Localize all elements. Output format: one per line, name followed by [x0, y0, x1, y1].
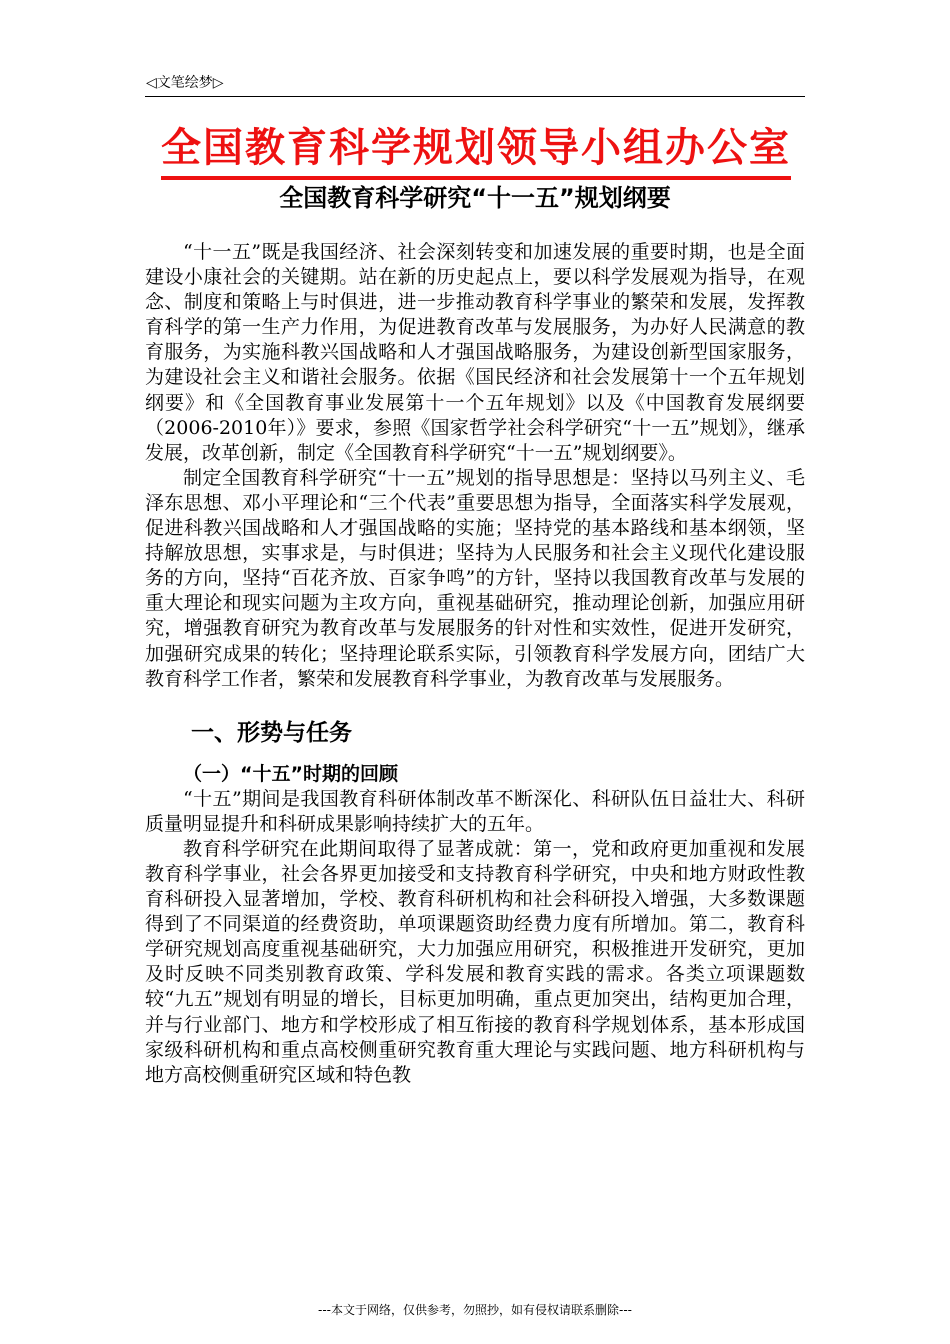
body-paragraph: “十五”期间是我国教育科研体制改革不断深化、科研队伍日益壮大、科研质量明显提升和科研成果影响持续扩大的五年。: [145, 787, 805, 835]
body-paragraph: 制定全国教育科学研究“十一五”规划的指导思想是：坚持以马列主义、毛泽东思想、邓小平理论和“三个代表”重要思想为指导，全面落实科学发展观，促进科教兴国战略和人才强国战略的实施；坚持党的基本路线和基本纲领，坚持解放思想，实事求是，与时俱进；坚持为人民服务和社会主义现代化建设服务的方向，坚持“百花齐放、百家争鸣”的方针，坚持以我国教育改革与发展的重大理论和现实问题为主攻方向，重视基础研究，推动理论创新，加强应用研究，增强教育研究为教育改革与发展服务的针对性和实效性，促进开发研究，加强研究成果的转化；坚持理论联系实际，引领教育科学发展方向，团结广大教育科学工作者，繁荣和发展教育科学事业，为教育改革与发展服务。: [145, 466, 805, 690]
document-title-block: [145, 122, 807, 180]
body-paragraph: “十一五”既是我国经济、社会深刻转变和加速发展的重要时期，也是全面建设小康社会的关键期。站在新的历史起点上，要以科学发展观为指导，在观念、制度和策略上与时俱进，进一步推动教育科学事业的繁荣和发展，发挥教育科学的第一生产力作用，为促进教育改革与发展服务，为办好人民满意的教育服务，为实施科教兴国战略和人才强国战略服务，为建设创新型国家服务，为建设社会主义和谐社会服务。依据《国民经济和社会发展第十一个五年规划纲要》和《全国教育事业发展第十一个五年规划》以及《中国教育发展纲要（2006-2010年）》要求，参照《国家哲学社会科学研究“十一五”规划》，继承发展，改革创新，制定《全国教育科学研究“十一五”规划纲要》。: [145, 241, 805, 464]
body-paragraph: 教育科学研究在此期间取得了显著成就：第一，党和政府更加重视和发展教育科学事业，社会各界更加接受和支持教育科学研究，中央和地方财政性教育科研投入显著增加，学校、教育科研机构和社会科研投入增强，大多数课题得到了不同渠道的经费资助，单项课题资助经费力度有所增加。第二，教育科学研究规划高度重视基础研究，大力加强应用研究，积极推进开发研究，更加及时反映不同类别教育政策、学科发展和教育实践的需求。各类立项课题数较“九五”规划有明显的增长，目标更加明确，重点更加突出，结构更加合理，并与行业部门、地方和学校形成了相互衔接的教育科学规划体系，基本形成国家级科研机构和重点高校侧重研究教育重大理论与实践问题、地方科研机构与地方高校侧重研究区域和特色教: [145, 837, 805, 1086]
header-divider: [145, 96, 805, 97]
footer-disclaimer: ---本文于网络，仅供参考，勿照抄，如有侵权请联系删除---: [318, 1303, 632, 1317]
document-body: [145, 240, 805, 1088]
header-mark: ◁文笔绘梦▷: [146, 75, 224, 91]
subsection-heading: （一）“十五”时期的回顾: [183, 762, 398, 785]
section-heading: 一、形势与任务: [191, 719, 352, 746]
document-title: 全国教育科学规划领导小组办公室: [161, 122, 791, 180]
document-subtitle: 全国教育科学研究“十一五”规划纲要: [279, 184, 671, 212]
